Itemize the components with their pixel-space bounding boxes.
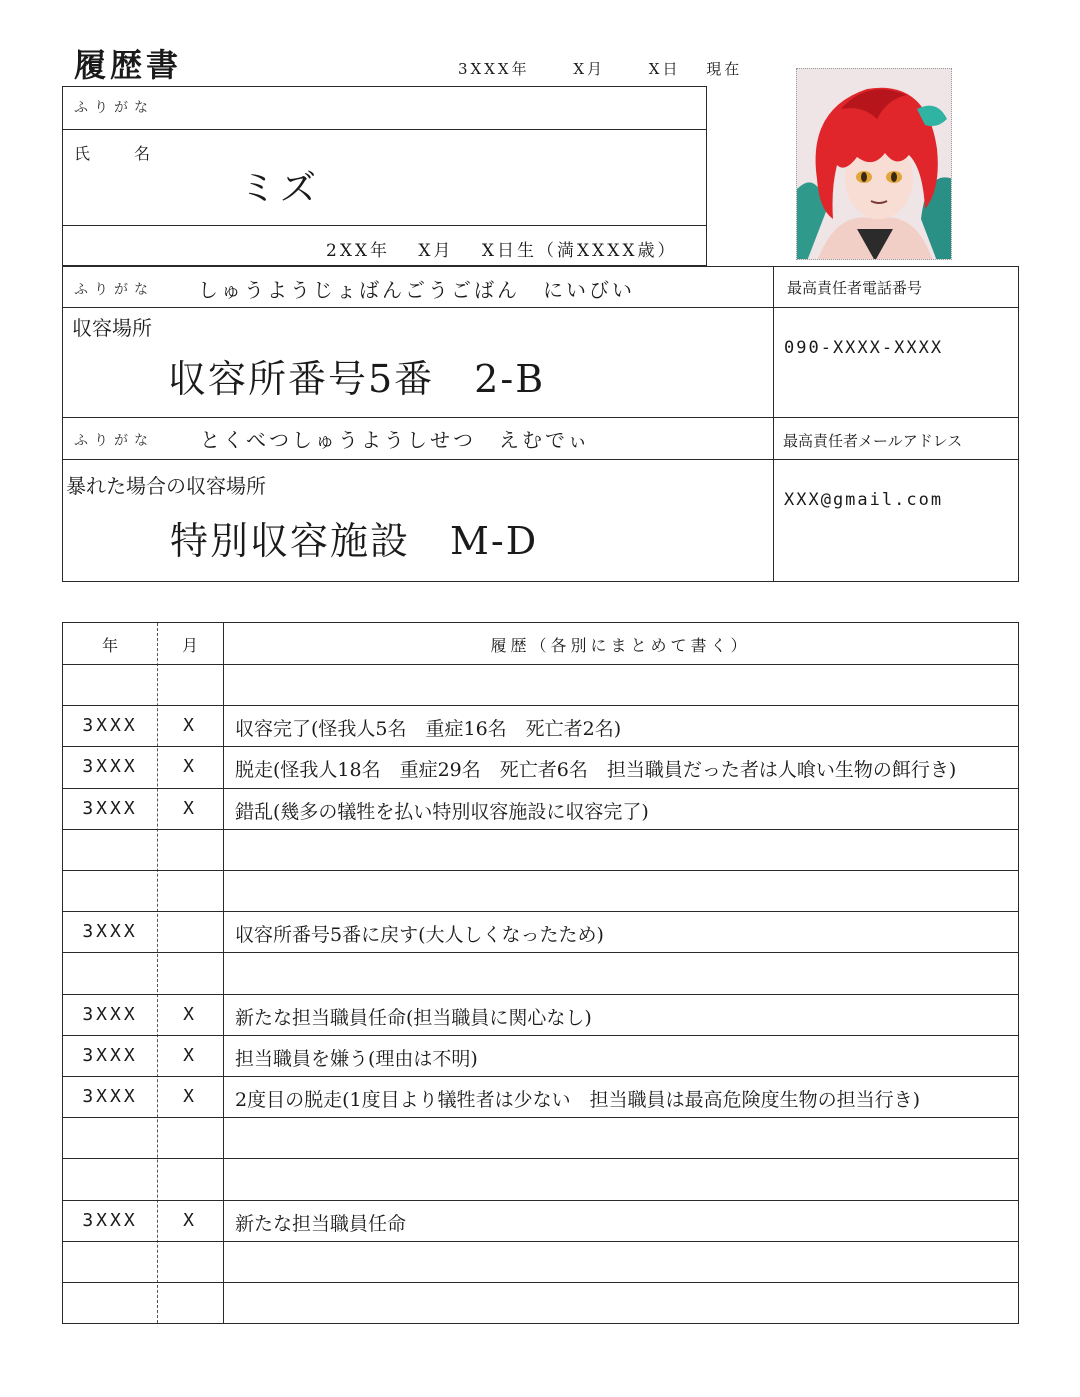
containment-value: 収容所番号5番 2-B — [168, 357, 546, 401]
table-row — [63, 994, 1018, 1035]
history-year: 3XXX — [82, 921, 138, 943]
history-detail: 収容完了(怪我人5名 重症16名 死亡者2名) — [235, 718, 622, 741]
table-row — [63, 1035, 1018, 1076]
table-row — [63, 1117, 1018, 1158]
history-year: 3XXX — [82, 1209, 138, 1231]
divider — [62, 225, 707, 226]
history-year: 3XXX — [82, 756, 138, 778]
portrait-photo — [796, 68, 952, 260]
history-month: X — [183, 1209, 197, 1231]
table-row — [63, 911, 1018, 952]
table-row — [63, 829, 1018, 870]
history-detail: 2度目の脱走(1度目より犠牲者は少ない 担当職員は最高危険度生物の担当行き) — [235, 1089, 921, 1111]
divider — [62, 307, 1019, 308]
table-row — [63, 788, 1018, 829]
divider — [773, 266, 774, 582]
table-row — [63, 1200, 1018, 1241]
history-table — [62, 622, 1019, 1324]
table-row — [63, 664, 1018, 705]
history-year: 3XXX — [82, 715, 138, 737]
email-value: XXX@gmail.com — [784, 490, 944, 510]
current-date: 3XXX年 X月 X日 現在 — [458, 60, 743, 78]
portrait-illustration — [797, 69, 952, 260]
birth-date: 2XX年 X月 X日生（満XXXX歳） — [326, 241, 678, 261]
containment-furigana: しゅうようじょばんごうごばん にいびい — [198, 278, 635, 302]
name-furigana-label: ふりがな — [74, 100, 154, 116]
table-row — [63, 705, 1018, 746]
history-detail: 新たな担当職員任命 — [235, 1212, 407, 1235]
name-value: ミズ — [240, 168, 321, 209]
name-label: 氏 名 — [74, 144, 155, 163]
history-month: X — [183, 797, 197, 819]
history-detail: 脱走(怪我人18名 重症29名 死亡者6名 担当職員だった者は人喰い生物の餌行き) — [235, 759, 957, 782]
history-header-detail: 履歴（各別にまとめて書く） — [490, 636, 751, 655]
history-year: 3XXX — [82, 1086, 138, 1107]
history-month: X — [183, 1044, 197, 1066]
history-detail: 収容所番号5番に戻す(大人しくなったため) — [235, 924, 604, 947]
table-row — [63, 870, 1018, 911]
history-year: 3XXX — [82, 1003, 138, 1025]
history-detail: 錯乱(幾多の犠牲を払い特別収容施設に収容完了) — [235, 800, 649, 823]
history-header-year: 年 — [101, 636, 118, 655]
rampage-furigana: とくべつしゅうようしせつ えむでぃ — [200, 428, 591, 452]
table-row — [63, 1076, 1018, 1117]
phone-value: 090-XXXX-XXXX — [784, 338, 944, 358]
divider — [62, 129, 707, 130]
divider — [62, 459, 1019, 460]
containment-label: 収容場所 — [72, 316, 152, 340]
rampage-value: 特別収容施設 M-D — [170, 519, 539, 563]
history-month: X — [183, 1003, 197, 1025]
phone-label: 最高責任者電話番号 — [787, 279, 923, 297]
history-header-month: 月 — [181, 636, 198, 655]
table-row — [63, 1158, 1018, 1199]
history-detail: 新たな担当職員任命(担当職員に関心なし) — [235, 1006, 592, 1029]
table-row — [63, 1241, 1018, 1282]
history-year: 3XXX — [82, 1044, 138, 1066]
document-title: 履歴書 — [74, 46, 183, 84]
email-label: 最高責任者メールアドレス — [783, 432, 963, 450]
rampage-furigana-label: ふりがな — [74, 433, 154, 449]
history-month: X — [183, 756, 197, 778]
table-row — [63, 1282, 1018, 1323]
divider — [62, 417, 1019, 418]
history-detail: 担当職員を嫌う(理由は不明) — [235, 1047, 478, 1070]
containment-furigana-label: ふりがな — [74, 282, 154, 298]
history-year: 3XXX — [82, 797, 138, 819]
rampage-label: 暴れた場合の収容場所 — [66, 474, 266, 498]
table-row — [63, 952, 1018, 993]
table-row — [63, 746, 1018, 787]
history-month: X — [183, 1086, 197, 1107]
history-month: X — [183, 715, 197, 737]
